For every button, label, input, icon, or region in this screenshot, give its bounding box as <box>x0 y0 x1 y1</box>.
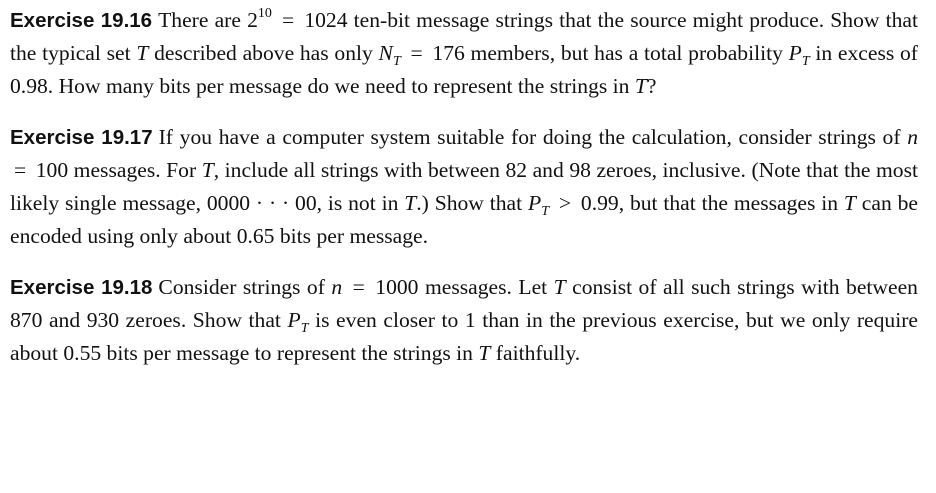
math-subscript-T: T <box>541 204 549 219</box>
math-equals: = <box>282 8 295 32</box>
math-var-T: T <box>553 275 566 299</box>
exercise-label: Exercise 19.16 <box>10 9 153 32</box>
math-exponent: 10 <box>257 6 272 21</box>
exercise-text: faithfully. <box>490 341 581 365</box>
exercise-text: 176 members, but has a total probability <box>426 41 789 65</box>
math-var-T: T <box>404 191 417 215</box>
exercise-19-18 <box>10 271 918 370</box>
math-subscript-T: T <box>801 54 810 69</box>
exercise-text: .) Show that <box>416 191 528 215</box>
exercise-label: Exercise 19.18 <box>10 276 153 299</box>
exercise-label: Exercise 19.17 <box>10 126 153 149</box>
math-subscript-T: T <box>300 321 309 336</box>
math-var-P: P <box>528 191 542 215</box>
exercise-text: consist of all such strings with between 870 and 930 zeroes. Show that <box>10 275 918 332</box>
exercise-text: is even closer to 1 than in the previous exercise, but we only require about 0.55 bits per message to represent the strings in <box>10 308 918 365</box>
exercise-text: 100 messages. For <box>30 158 202 182</box>
exercise-text: in excess of 0.98. How many bits per message do we need to represent the strings in <box>10 41 918 98</box>
exercise-page <box>10 4 918 370</box>
math-var-P: P <box>287 308 301 332</box>
math-var-N: N <box>378 41 393 65</box>
exercise-text: can be encoded using only about 0.65 bits per message. <box>10 191 918 248</box>
math-equals: = <box>410 41 423 65</box>
math-base: 2 <box>247 8 258 32</box>
exercise-text: described above has only <box>148 41 379 65</box>
exercise-text: 1000 messages. Let <box>368 275 554 299</box>
math-var-T: T <box>201 158 214 182</box>
exercise-text: There are <box>158 8 248 32</box>
exercise-text: If you have a computer system suitable for doing the calculation, consider strings of <box>158 125 908 149</box>
math-var-P: P <box>788 41 802 65</box>
math-equals: = <box>14 158 27 182</box>
math-subscript-T: T <box>392 54 401 69</box>
math-var-n: n <box>331 275 343 299</box>
math-var-T: T <box>478 341 491 365</box>
math-var-T: T <box>136 41 149 65</box>
exercise-text: Consider strings of <box>158 275 332 299</box>
exercise-text: 0.99, but that the messages in <box>575 191 844 215</box>
exercise-text: ? <box>646 74 657 98</box>
exercise-19-16 <box>10 4 918 103</box>
math-equals: = <box>352 275 365 299</box>
exercise-text: , include all strings with between 82 and 98 zeroes, inclusive. (Note that the most likely single message, 0000 · · · 00, is not in <box>10 158 919 215</box>
exercise-19-17 <box>10 121 918 253</box>
exercise-text: 1024 ten-bit message strings that the source might produce. Show that the typical set <box>10 8 918 65</box>
math-var-T: T <box>634 74 647 98</box>
math-var-n: n <box>907 125 918 149</box>
math-var-T: T <box>843 191 856 215</box>
math-greater-than: > <box>558 191 572 215</box>
